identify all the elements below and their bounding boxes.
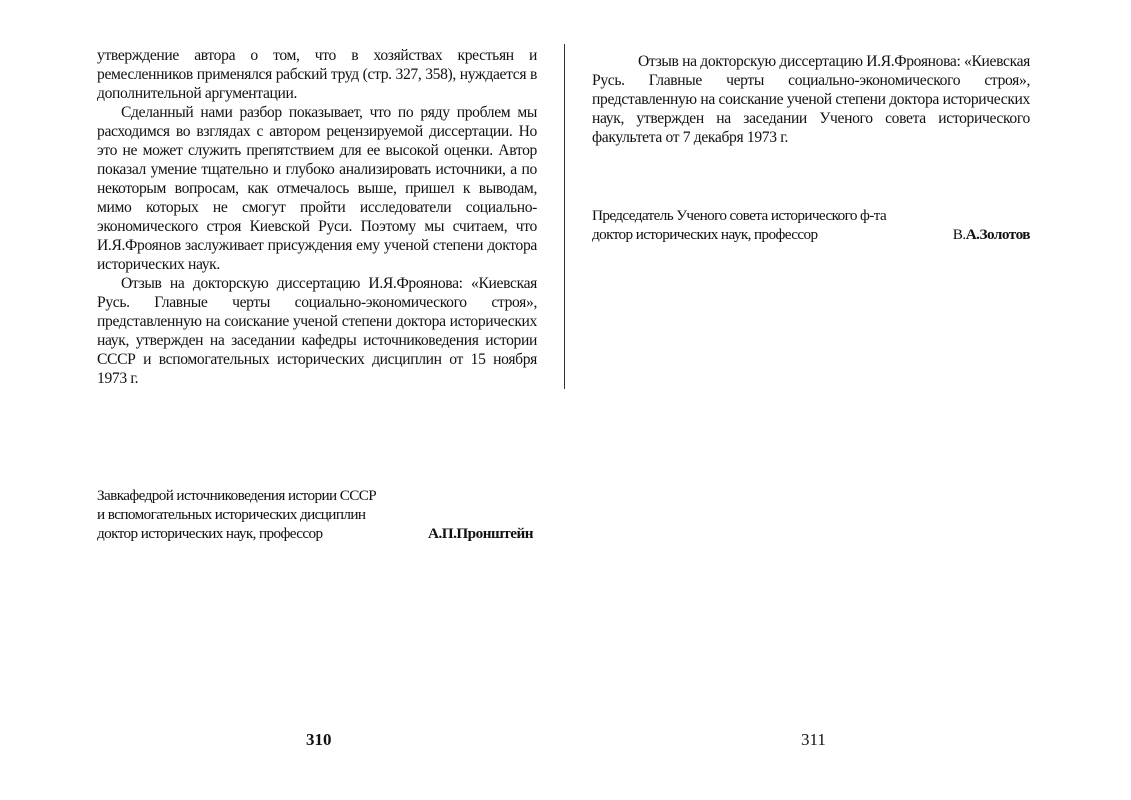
left-paragraph-conclusion: Сделанный нами разбор показывает, что по ряду проблем мы расходимся во взглядах с автором рецензируемой диссертации. Но это не может служить препятствием для ее высокой оценки. Автор показал умение тщательно и глубоко анализировать источники, а по некоторым вопросам, как отмечалось выше, пришел к выводам, мимо которых не смогут пройти исследователи социально-экономического строя Киевской Руси. Поэтому мы считаем, что И.Я.Фроянов заслуживает присуждения ему ученой степени доктора исторических наук. [97, 104, 537, 273]
right-page [566, 0, 1131, 800]
left-signature-title-line-1: Завкафедрой источниковедения истории СССР [97, 487, 377, 504]
right-page-body [592, 52, 1030, 147]
left-paragraph-continued: утверждение автора о том, что в хозяйствах крестьян и ремесленников применялся рабский труд (стр. 327, 358), нуждается в дополнительной аргументации. [97, 47, 537, 102]
left-signature-block [97, 486, 537, 543]
right-signature-title-line-2 [592, 225, 1032, 244]
right-signature-name [953, 225, 1030, 244]
left-page [0, 0, 565, 800]
left-paragraph-approval: Отзыв на докторскую диссертацию И.Я.Фроянова: «Киевская Русь. Главные черты социально-экономического строя», представленную на соискание ученой степени доктора исторических наук, утвержден на заседании кафедры источниковедения истории СССР и вспомогательных исторических дисциплин от 15 ноября 1973 г. [97, 275, 537, 387]
left-page-body [97, 46, 537, 388]
right-page-number: 311 [801, 730, 826, 749]
right-paragraph-approval: Отзыв на докторскую диссертацию И.Я.Фроянова: «Киевская Русь. Главные черты социально-экономического строя», представленную на соискание ученой степени доктора исторических наук, утвержден на заседании Ученого совета исторического факультета от 7 декабря 1973 г. [592, 53, 1030, 146]
left-signature-name: А.П.Пронштейн [427, 525, 533, 542]
right-signature-initial: В. [952, 226, 966, 243]
right-signature-degree: доктор исторических наук, профессор [592, 226, 818, 243]
gutter-divider [564, 44, 565, 389]
right-signature-block [592, 206, 1032, 244]
left-signature-title-line-2: и вспомогательных исторических дисциплин [97, 506, 366, 523]
left-signature-title-line-3 [97, 524, 537, 543]
right-signature-title-line-1: Председатель Ученого совета исторического ф-та [592, 207, 887, 224]
left-page-number: 310 [306, 730, 332, 749]
right-signature-surname: А.Золотов [965, 226, 1030, 243]
left-signature-degree: доктор исторических наук, профессор [97, 525, 323, 542]
